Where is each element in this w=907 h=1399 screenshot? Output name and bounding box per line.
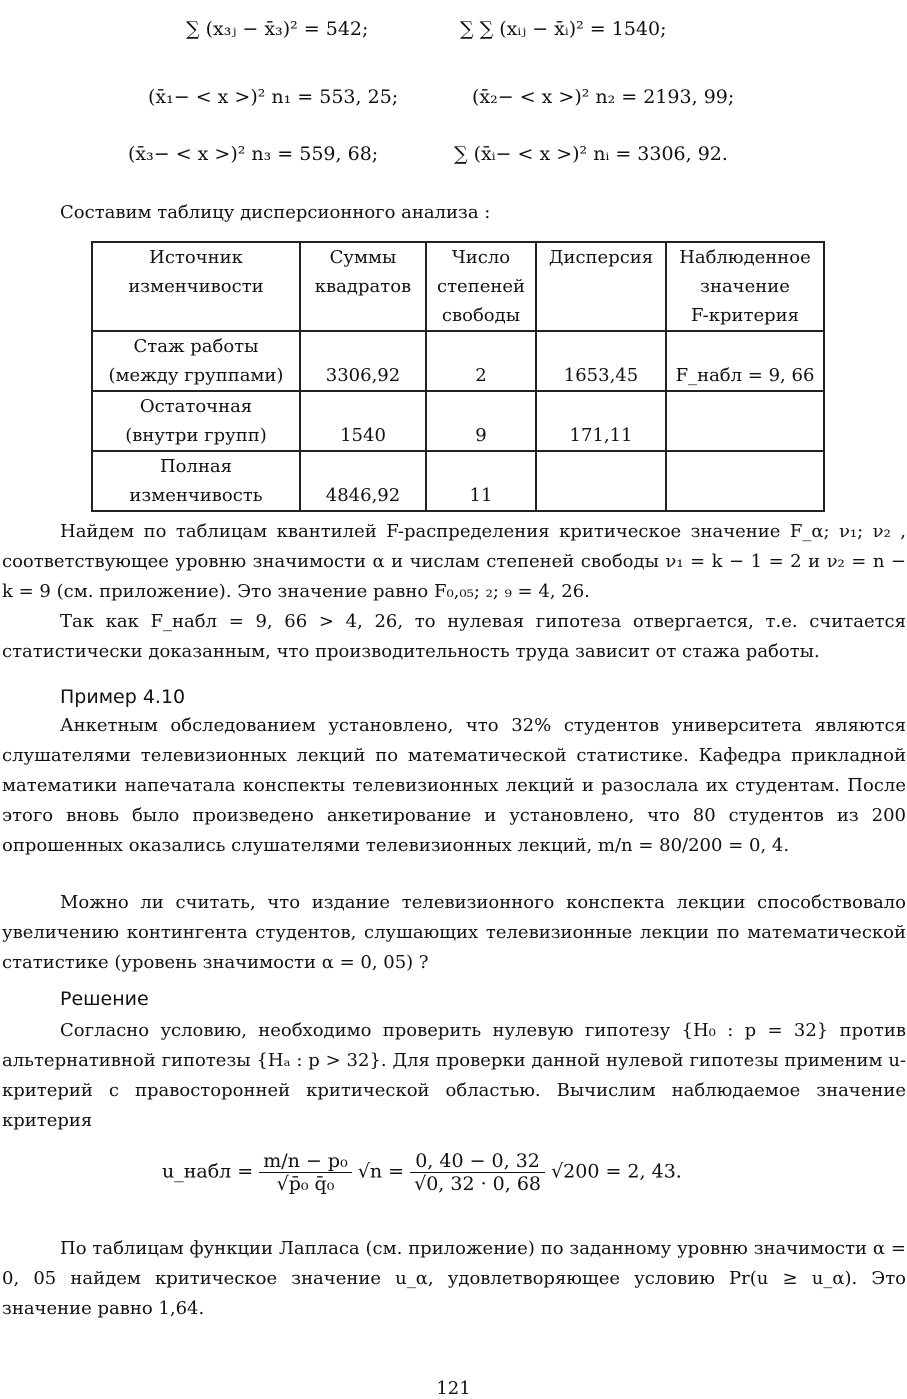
header-text: степеней xyxy=(437,276,525,297)
cell-text: Остаточная xyxy=(139,396,253,417)
cell-f: F_набл = 9, 66 xyxy=(666,331,824,391)
fraction-2-denominator: √0, 32 · 0, 68 xyxy=(414,1173,542,1195)
header-text: свободы xyxy=(441,305,521,326)
anova-table xyxy=(91,241,825,512)
cell-f xyxy=(666,451,824,511)
formula-lhs: u_набл = xyxy=(162,1160,254,1183)
header-text: Число xyxy=(451,247,511,268)
table-intro: Составим таблицу дисперсионного анализа : xyxy=(60,202,491,223)
paragraph-laplace: По таблицам функции Лапласа (см. приложение) по заданному уровню значимости α = 0, 05 найдем критическое значение u_α, удовлетворяющее условию Pr(u ≥ u_α). Это значение равно 1,64. xyxy=(2,1238,906,1319)
equation-sum-total-within: ∑ ∑ (xᵢⱼ − x̄ᵢ)² = 1540; xyxy=(460,18,667,40)
cell-text: Стаж работы xyxy=(133,336,259,357)
fraction-1 xyxy=(259,1150,351,1195)
header-text: F-критерия xyxy=(690,305,800,326)
equation-sum-between: ∑ (x̄ᵢ− < x >)² nᵢ = 3306, 92. xyxy=(454,143,728,165)
table-header-row xyxy=(92,242,824,331)
header-variance xyxy=(536,242,666,331)
paragraph-critical-value: Найдем по таблицам квантилей F-распределения критическое значение F_α; ν₁; ν₂ , соответствующее уровню значимости α и числам степеней свободы ν₁ = k − 1 = 2 и ν₂ = n − k = 9 (см. приложение). Это значение равно F₀,₀₅; ₂; ₉ = 4, 26. xyxy=(2,521,906,602)
cell-text: Полная xyxy=(159,456,233,477)
table-row xyxy=(92,331,824,391)
header-text: значение xyxy=(700,276,790,297)
fraction-1-numerator: m/n − p₀ xyxy=(259,1150,351,1173)
equation-group3: (x̄₃− < x >)² n₃ = 559, 68; xyxy=(128,143,379,165)
equation-group1: (x̄₁− < x >)² n₁ = 553, 25; xyxy=(148,86,399,108)
header-text: Наблюденное xyxy=(679,247,811,268)
formula-middle: √n = xyxy=(357,1160,405,1183)
solution-heading: Решение xyxy=(60,988,149,1010)
header-source xyxy=(92,242,300,331)
cell-ss: 3306,92 xyxy=(300,331,426,391)
cell-df: 2 xyxy=(426,331,536,391)
cell-df: 9 xyxy=(426,391,536,451)
equation-group2: (x̄₂− < x >)² n₂ = 2193, 99; xyxy=(472,86,735,108)
paragraph-example-question: Можно ли считать, что издание телевизионного конспекта лекции способствовало увеличению контингента студентов, слушающих телевизионные лекции по математической статистике (уровень значимости α = 0, 05) ? xyxy=(2,892,906,973)
equation-sum-x3: ∑ (x₃ⱼ − x̄₃)² = 542; xyxy=(186,18,369,40)
header-text: Суммы xyxy=(329,247,397,268)
fraction-2-numerator: 0, 40 − 0, 32 xyxy=(410,1150,545,1173)
fraction-1-denominator: √p̄₀ q̄₀ xyxy=(276,1173,335,1195)
table-row xyxy=(92,391,824,451)
header-text: Дисперсия xyxy=(548,247,654,268)
cell-df: 11 xyxy=(426,451,536,511)
paragraph-solution: Согласно условию, необходимо проверить нулевую гипотезу {H₀ : p = 32} против альтернативной гипотезы {Hₐ : p > 32}. Для проверки данной нулевой гипотезы применим u-критерий с правосторонней критической областью. Вычислим наблюдаемое значение критерия xyxy=(2,1020,906,1131)
table-row xyxy=(92,451,824,511)
page-number: 121 xyxy=(436,1378,471,1399)
fraction-2 xyxy=(410,1150,545,1195)
paragraph-example-statement: Анкетным обследованием установлено, что 32% студентов университета являются слушателями телевизионных лекций по математической статистике. Кафедра прикладной математики напечатала конспекты телевизионных лекций и разослала их студентам. После этого вновь было произведено анкетирование и установлено, что 80 студентов из 200 опрошенных оказались слушателями телевизионных лекций, m/n = 80/200 = 0, 4. xyxy=(2,715,906,856)
cell-f xyxy=(666,391,824,451)
header-ss xyxy=(300,242,426,331)
cell-source xyxy=(92,391,300,451)
cell-variance xyxy=(536,451,666,511)
cell-ss: 1540 xyxy=(300,391,426,451)
cell-text: изменчивость xyxy=(129,485,263,506)
cell-text: (внутри групп) xyxy=(125,425,267,446)
cell-source xyxy=(92,331,300,391)
cell-text: (между группами) xyxy=(108,365,284,386)
formula-result: √200 = 2, 43. xyxy=(551,1160,682,1183)
cell-variance: 1653,45 xyxy=(536,331,666,391)
header-df xyxy=(426,242,536,331)
example-heading: Пример 4.10 xyxy=(60,686,186,708)
paragraph-conclusion: Так как F_набл = 9, 66 > 4, 26, то нулевая гипотеза отвергается, т.е. считается статистически доказанным, что производительность труда зависит от стажа работы. xyxy=(2,611,906,662)
header-text: изменчивости xyxy=(128,276,264,297)
header-f xyxy=(666,242,824,331)
header-text: квадратов xyxy=(314,276,412,297)
u-statistic-formula xyxy=(162,1150,682,1195)
cell-variance: 171,11 xyxy=(536,391,666,451)
header-text: Источник xyxy=(149,247,243,268)
cell-source xyxy=(92,451,300,511)
cell-ss: 4846,92 xyxy=(300,451,426,511)
